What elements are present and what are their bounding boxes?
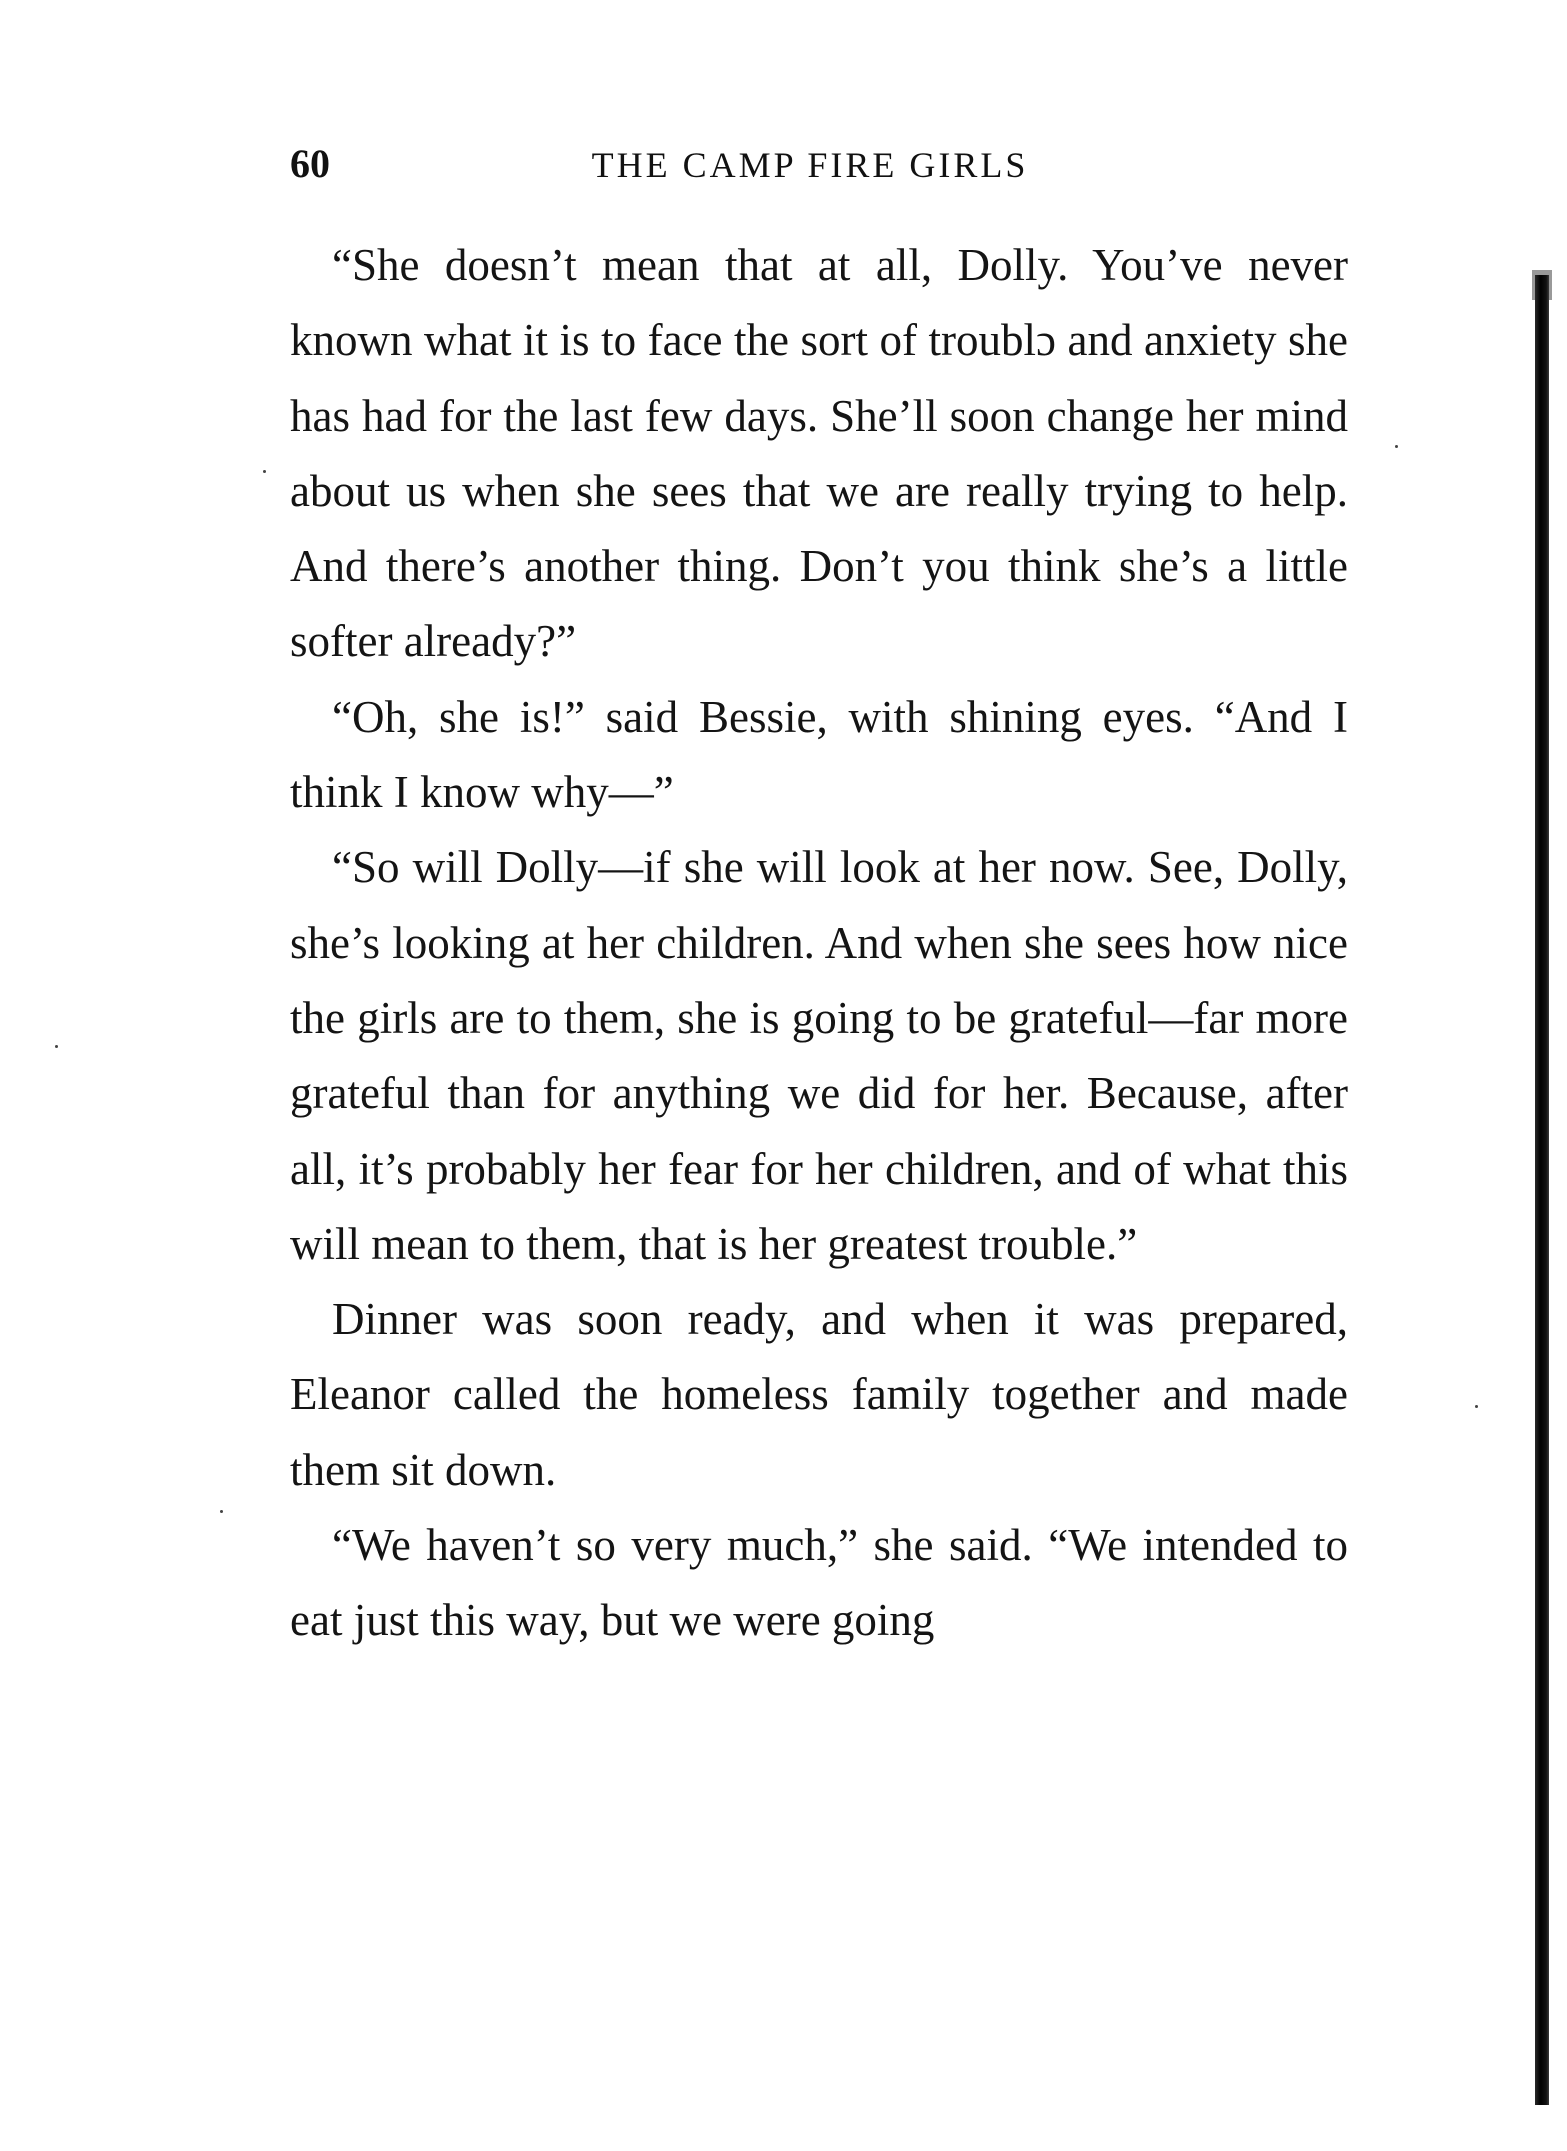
paragraph: “She doesn’t mean that at all, Dolly. You’ve never known what it is to face the sort of troublɔ and anxiety she has had for the last few days. She’ll soon change her mind about us when she sees that we are really trying to help. And there’s another thing. Don’t you think she’s a little softer already?” xyxy=(290,240,1348,667)
scan-speck xyxy=(263,470,266,473)
page-number: 60 xyxy=(290,141,330,186)
scan-speck xyxy=(55,1045,58,1048)
page-header xyxy=(290,140,1350,190)
binding-shadow xyxy=(1535,275,1549,2105)
scan-speck xyxy=(220,1510,223,1513)
paragraph: “Oh, she is!” said Bessie, with shining eyes. “And I think I know why—” xyxy=(290,691,1348,818)
paragraph: “We haven’t so very much,” she said. “We intended to eat just this way, but we were going xyxy=(290,1520,1348,1646)
running-title: THE CAMP FIRE GIRLS xyxy=(591,145,1029,185)
scan-speck xyxy=(1475,1405,1478,1408)
paragraph: “So will Dolly—if she will look at her now. See, Dolly, she’s looking at her children. And when she sees how nice the girls are to them, she is going to be grateful—far more grateful than for anything we did for her. Because, after all, it’s probably her fear for her children, and of what this will mean to them, that is her greatest trouble.” xyxy=(290,842,1348,1269)
scan-speck xyxy=(1395,445,1398,448)
body-text xyxy=(290,228,1348,1659)
paragraph: Dinner was soon ready, and when it was prepared, Eleanor called the homeless family together and made them sit down. xyxy=(290,1294,1348,1495)
